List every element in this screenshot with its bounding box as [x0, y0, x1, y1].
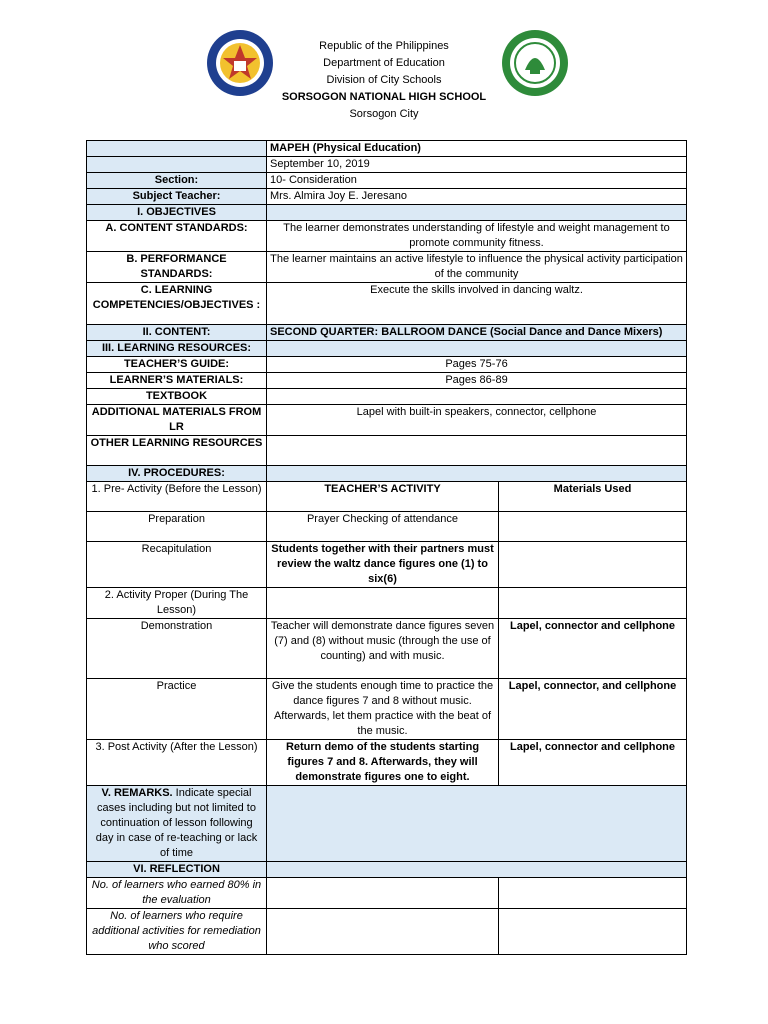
- content-row: [87, 325, 687, 341]
- practice-label: Practice: [87, 679, 267, 740]
- practice-value: Give the students enough time to practice the dance figures 7 and 8 without music. Afterwards, let them practice with the beat of the music.: [267, 679, 499, 740]
- pre-activity-label: 1. Pre- Activity (Before the Lesson): [87, 482, 267, 512]
- learners-materials-label: LEARNER’S MATERIALS:: [87, 373, 267, 389]
- teachers-guide-label: TEACHER’S GUIDE:: [87, 357, 267, 373]
- textbook-label: TEXTBOOK: [87, 389, 267, 405]
- date-value: September 10, 2019: [267, 157, 687, 173]
- procedures-row: [87, 466, 687, 482]
- content-standards-row: [87, 221, 687, 252]
- teacher-label: Subject Teacher:: [87, 189, 267, 205]
- activity-proper-label: 2. Activity Proper (During The Lesson): [87, 588, 267, 619]
- teachers-guide-value: Pages 75-76: [267, 357, 687, 373]
- reflection-row: [87, 862, 687, 878]
- demonstration-materials: Lapel, connector and cellphone: [499, 619, 687, 679]
- preparation-row: [87, 512, 687, 542]
- remarks-description: Indicate special cases including but not limited to continuation of lesson following day in case of re-teaching or lack of time: [95, 787, 258, 859]
- recapitulation-row: [87, 542, 687, 588]
- additional-materials-value: Lapel with built-in speakers, connector, cellphone: [267, 405, 687, 436]
- remarks-label: [87, 786, 267, 862]
- post-activity-value: Return demo of the students starting figures 7 and 8. Afterwards, they will demonstrate figures one to eight.: [267, 740, 499, 786]
- remarks-heading: V. REMARKS.: [101, 787, 173, 799]
- demonstration-label: Demonstration: [87, 619, 267, 679]
- performance-standards-value: The learner maintains an active lifestyle to influence the physical activity participation of the community: [267, 252, 687, 283]
- header-department: Department of Education: [323, 57, 445, 69]
- materials-used-header: Materials Used: [499, 482, 687, 512]
- practice-materials: Lapel, connector, and cellphone: [499, 679, 687, 740]
- teacher-row: [87, 189, 687, 205]
- teacher-activity-header: TEACHER’S ACTIVITY: [267, 482, 499, 512]
- learners-materials-row: [87, 373, 687, 389]
- header-school-name: SORSOGON NATIONAL HIGH SCHOOL: [281, 91, 487, 103]
- content-label: II. CONTENT:: [87, 325, 267, 341]
- section-value: 10- Consideration: [267, 173, 687, 189]
- reflection-a-row: [87, 878, 687, 909]
- additional-materials-label: ADDITIONAL MATERIALS FROM LR: [87, 405, 267, 436]
- resources-row: [87, 341, 687, 357]
- content-standards-value: The learner demonstrates understanding of lifestyle and weight management to promote community fitness.: [267, 221, 687, 252]
- demonstration-row: [87, 619, 687, 679]
- section-row: [87, 173, 687, 189]
- post-activity-row: [87, 740, 687, 786]
- reflection-a-label: No. of learners who earned 80% in the evaluation: [87, 878, 267, 909]
- competencies-row: [87, 283, 687, 325]
- content-value: SECOND QUARTER: BALLROOM DANCE (Social Dance and Dance Mixers): [267, 325, 687, 341]
- recapitulation-value: Students together with their partners must review the waltz dance figures one (1) to six(6): [267, 542, 499, 588]
- post-activity-materials: Lapel, connector and cellphone: [499, 740, 687, 786]
- learners-materials-value: Pages 86-89: [267, 373, 687, 389]
- activity-proper-row: [87, 588, 687, 619]
- preparation-value: Prayer Checking of attendance: [267, 512, 499, 542]
- teacher-value: Mrs. Almira Joy E. Jeresano: [267, 189, 687, 205]
- remarks-row: [87, 786, 687, 862]
- other-resources-row: [87, 436, 687, 466]
- subject-value: MAPEH (Physical Education): [267, 141, 687, 157]
- post-activity-label: 3. Post Activity (After the Lesson): [87, 740, 267, 786]
- resources-heading: III. LEARNING RESOURCES:: [87, 341, 267, 357]
- competencies-label: C. LEARNING COMPETENCIES/OBJECTIVES :: [87, 283, 267, 325]
- header-republic: Republic of the Philippines: [319, 40, 449, 52]
- content-standards-label: A. CONTENT STANDARDS:: [87, 221, 267, 252]
- procedures-heading: IV. PROCEDURES:: [87, 466, 267, 482]
- subject-row: [87, 141, 687, 157]
- demonstration-value: Teacher will demonstrate dance figures seven (7) and (8) without music (through the use of counting) and with music.: [267, 619, 499, 679]
- reflection-b-row: [87, 909, 687, 955]
- preparation-label: Preparation: [87, 512, 267, 542]
- section-label: Section:: [87, 173, 267, 189]
- performance-standards-label: B. PERFORMANCE STANDARDS:: [87, 252, 267, 283]
- date-row: [87, 157, 687, 173]
- textbook-row: [87, 389, 687, 405]
- performance-standards-row: [87, 252, 687, 283]
- header-city: Sorsogon City: [349, 108, 419, 120]
- objectives-row: [87, 205, 687, 221]
- reflection-heading: VI. REFLECTION: [87, 862, 267, 878]
- other-resources-label: OTHER LEARNING RESOURCES: [87, 436, 267, 466]
- pre-activity-row: [87, 482, 687, 512]
- additional-materials-row: [87, 405, 687, 436]
- reflection-b-label: No. of learners who require additional activities for remediation who scored: [87, 909, 267, 955]
- practice-row: [87, 679, 687, 740]
- recapitulation-label: Recapitulation: [87, 542, 267, 588]
- objectives-heading: I. OBJECTIVES: [87, 205, 267, 221]
- lesson-plan-table: [86, 140, 687, 955]
- competencies-value: Execute the skills involved in dancing waltz.: [267, 283, 687, 325]
- header-division: Division of City Schools: [326, 74, 442, 86]
- school-header: [200, 38, 568, 123]
- teachers-guide-row: [87, 357, 687, 373]
